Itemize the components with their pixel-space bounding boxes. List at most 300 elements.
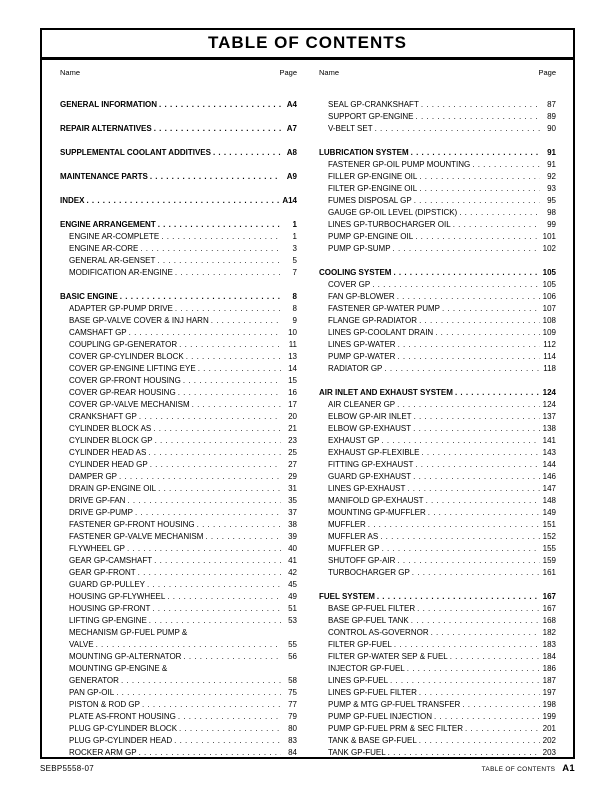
toc-entry-page: 138: [542, 424, 556, 433]
toc-entry-page: 114: [543, 352, 556, 361]
toc-entry-page: 197: [542, 688, 556, 697]
toc-entry-page: 35: [288, 496, 297, 505]
toc-entry-page: 199: [542, 712, 556, 721]
toc-entry: [60, 483, 297, 495]
toc-entry: [60, 363, 297, 375]
toc-entry-label: LINES GP-COOLANT DRAIN: [328, 328, 434, 337]
dot-leader: [397, 555, 540, 567]
toc-entry-label: V-BELT SET: [328, 124, 373, 133]
toc-entry-page: 37: [288, 508, 297, 517]
toc-entry-page: 102: [542, 244, 556, 253]
toc-entry-page: 201: [542, 724, 556, 733]
column-header-left: [60, 68, 297, 78]
dot-leader: [120, 291, 281, 303]
dot-leader: [86, 195, 280, 207]
toc-entry-label: SUPPLEMENTAL COOLANT ADDITIVES: [60, 148, 211, 157]
toc-entries-left: [60, 99, 297, 759]
toc-entry-label: FILTER GP-FUEL: [328, 640, 392, 649]
toc-entry-page: 108: [542, 316, 556, 325]
title-box: [42, 30, 573, 60]
toc-entry: [60, 471, 297, 483]
toc-entry: [319, 291, 556, 303]
dot-leader: [414, 195, 540, 207]
dot-leader: [179, 339, 281, 351]
toc-entry-page: 79: [288, 712, 297, 721]
toc-entry-label: GAUGE GP-OIL LEVEL (DIPSTICK): [328, 208, 458, 217]
toc-entry-page: 92: [547, 172, 556, 181]
dot-leader: [186, 351, 281, 363]
toc-entry-page: 143: [542, 448, 556, 457]
toc-entry: [319, 591, 556, 603]
toc-entry-page: 152: [542, 532, 556, 541]
toc-entry-page: 49: [288, 592, 297, 601]
column-header-right: [319, 68, 556, 78]
dot-leader: [153, 423, 281, 435]
toc-entry: [319, 447, 556, 459]
toc-entry-label: MOUNTING GP-ALTERNATOR: [69, 652, 182, 661]
toc-entry: [319, 747, 556, 759]
toc-entry-page: 55: [288, 640, 297, 649]
toc-entry: [60, 411, 297, 423]
toc-entry-label: HOUSING GP-FRONT: [69, 604, 151, 613]
toc-entry-page: 77: [288, 700, 297, 709]
toc-entry-label: PUMP GP-ENGINE OIL: [328, 232, 414, 241]
toc-entry: [319, 711, 556, 723]
dot-leader: [127, 495, 281, 507]
toc-entry-label: FILLER GP-ENGINE OIL: [328, 172, 418, 181]
toc-entry-page: A7: [286, 124, 297, 133]
toc-entry: [319, 435, 556, 447]
toc-entry-page: 75: [288, 688, 297, 697]
toc-entry: [319, 147, 556, 159]
dot-leader: [197, 519, 281, 531]
toc-entry: [60, 687, 297, 699]
toc-entry-label: VALVE: [69, 640, 94, 649]
dot-leader: [96, 639, 281, 651]
toc-entry-page: 155: [542, 544, 556, 553]
toc-entry: [60, 147, 297, 159]
toc-entry-label: FASTENER GP-WATER PUMP: [328, 304, 441, 313]
toc-entry-label: PAN GP-OIL: [69, 688, 115, 697]
toc-entry-page: 84: [288, 748, 297, 757]
toc-entry-label: AIR INLET AND EXHAUST SYSTEM: [319, 388, 453, 397]
toc-entry-label: PUMP GP-SUMP: [328, 244, 391, 253]
toc-entry: [60, 579, 297, 591]
toc-entry-page: 141: [542, 436, 556, 445]
dot-leader: [155, 435, 281, 447]
toc-entry-label: INJECTOR GP-FUEL: [328, 664, 405, 673]
dot-leader: [381, 435, 540, 447]
toc-entry: [60, 663, 297, 675]
toc-entry-page: 15: [288, 376, 297, 385]
dot-leader: [158, 483, 281, 495]
footer-section-label: TABLE OF CONTENTS: [481, 766, 556, 773]
dot-leader: [183, 375, 281, 387]
dot-leader: [442, 303, 540, 315]
toc-entry-label: BASE GP-FUEL FILTER: [328, 604, 416, 613]
dot-leader: [135, 507, 281, 519]
toc-entry-page: 51: [288, 604, 297, 613]
toc-entry-page: 183: [542, 640, 556, 649]
toc-entry: [319, 531, 556, 543]
dot-leader: [175, 267, 281, 279]
toc-entry: [319, 315, 556, 327]
toc-entry-page: 109: [542, 328, 556, 337]
dot-leader: [192, 399, 281, 411]
toc-entry-page: 167: [542, 604, 556, 613]
toc-entry: [319, 723, 556, 735]
column-header-page: Page: [279, 68, 297, 77]
toc-entry: [60, 435, 297, 447]
toc-entry-label: PUMP & MTG GP-FUEL TRANSFER: [328, 700, 461, 709]
toc-entry-page: 14: [288, 364, 297, 373]
toc-entry-page: 168: [542, 616, 556, 625]
toc-entry-label: ADAPTER GP-PUMP DRIVE: [69, 304, 173, 313]
toc-entry-label: MODIFICATION AR-ENGINE: [69, 268, 173, 277]
toc-entry: [60, 567, 297, 579]
toc-entry-page: 8: [292, 292, 297, 301]
dot-leader: [148, 447, 281, 459]
toc-entry-label: ENGINE ARRANGEMENT: [60, 220, 156, 229]
toc-entry-page: 21: [288, 424, 297, 433]
toc-entry: [60, 195, 297, 207]
toc-entry: [319, 699, 556, 711]
toc-entry-label: BASIC ENGINE: [60, 292, 118, 301]
toc-entry-label: CYLINDER HEAD GP: [69, 460, 148, 469]
toc-entry: [319, 303, 556, 315]
toc-spacer: [60, 159, 297, 171]
toc-entry: [60, 339, 297, 351]
toc-entry-label: LINES GP-FUEL: [328, 676, 389, 685]
toc-entry-label: SUPPORT GP-ENGINE: [328, 112, 414, 121]
toc-entry-label: GENERAL INFORMATION: [60, 100, 158, 109]
dot-leader: [462, 699, 540, 711]
page-title: TABLE OF CONTENTS: [208, 33, 407, 52]
dot-leader: [179, 723, 281, 735]
dot-leader: [435, 327, 540, 339]
toc-entry-label: LIFTING GP-ENGINE: [69, 616, 147, 625]
toc-entry: [60, 615, 297, 627]
footer-page-number: A1: [562, 763, 575, 774]
toc-entry-page: 98: [547, 208, 556, 217]
toc-entry-page: 106: [542, 292, 556, 301]
dot-leader: [154, 555, 281, 567]
toc-spacer: [60, 111, 297, 123]
toc-entry-page: 105: [542, 280, 556, 289]
dot-leader: [161, 231, 281, 243]
toc-entry-page: 95: [547, 196, 556, 205]
toc-entry: [319, 387, 556, 399]
dot-leader: [205, 531, 281, 543]
dot-leader: [142, 699, 281, 711]
toc-entry-label: FITTING GP-EXHAUST: [328, 460, 414, 469]
toc-entry-label: PUMP GP-WATER: [328, 352, 396, 361]
toc-entry-label: COUPLING GP-GENERATOR: [69, 340, 178, 349]
toc-entry: [60, 519, 297, 531]
dot-leader: [167, 591, 281, 603]
dot-leader: [407, 483, 540, 495]
toc-entry: [60, 171, 297, 183]
toc-entry: [319, 627, 556, 639]
toc-entry: [319, 483, 556, 495]
toc-entry-label: CYLINDER HEAD AS: [69, 448, 147, 457]
toc-entry: [319, 159, 556, 171]
toc-entry: [60, 603, 297, 615]
toc-entry-page: A9: [286, 172, 297, 181]
toc-entry-label: FASTENER GP-OIL PUMP MOUNTING: [328, 160, 471, 169]
toc-entry: [319, 603, 556, 615]
toc-entry-label: DRIVE GP-PUMP: [69, 508, 134, 517]
toc-entry-label: MUFFLER AS: [328, 532, 379, 541]
dot-leader: [213, 147, 281, 159]
dot-leader: [421, 447, 540, 459]
dot-leader: [178, 387, 281, 399]
toc-entry: [319, 111, 556, 123]
dot-leader: [390, 675, 540, 687]
toc-entry-label: FLANGE GP-RADIATOR: [328, 316, 418, 325]
toc-entry-page: 91: [547, 160, 556, 169]
dot-leader: [415, 459, 540, 471]
toc-entry: [319, 351, 556, 363]
toc-entry-label: TANK GP-FUEL: [328, 748, 386, 757]
toc-entry-page: 1: [292, 232, 297, 241]
toc-entry-page: 90: [547, 124, 556, 133]
toc-entry-page: 118: [543, 364, 556, 373]
toc-entry-label: MOUNTING GP-ENGINE &: [69, 664, 168, 673]
toc-entry-page: 89: [547, 112, 556, 121]
toc-entry: [319, 507, 556, 519]
toc-entry-page: 8: [292, 304, 297, 313]
dot-leader: [140, 243, 281, 255]
toc-entry-label: INDEX: [60, 196, 85, 205]
dot-leader: [150, 171, 281, 183]
dot-leader: [417, 603, 540, 615]
toc-entry-page: 23: [288, 436, 297, 445]
toc-entry: [319, 675, 556, 687]
toc-entry-page: 184: [542, 652, 556, 661]
toc-entry: [60, 675, 297, 687]
dot-leader: [421, 99, 540, 111]
toc-entry-label: TURBOCHARGER GP: [328, 568, 410, 577]
toc-entry-page: 91: [547, 148, 556, 157]
toc-entry: [319, 207, 556, 219]
toc-entry-label: MAINTENANCE PARTS: [60, 172, 148, 181]
toc-entry-page: 17: [288, 400, 297, 409]
toc-entry-label: CYLINDER BLOCK GP: [69, 436, 153, 445]
toc-column-left: [60, 64, 297, 759]
toc-entry-label: CAMSHAFT GP: [69, 328, 127, 337]
dot-leader: [121, 675, 281, 687]
toc-entry-page: 29: [288, 472, 297, 481]
toc-entry-label: ELBOW GP-EXHAUST: [328, 424, 412, 433]
toc-entry: [60, 495, 297, 507]
toc-entry: [319, 459, 556, 471]
dot-leader: [178, 711, 281, 723]
toc-entry: [60, 459, 297, 471]
dot-leader: [411, 615, 540, 627]
toc-entry: [60, 327, 297, 339]
toc-column-right: [319, 64, 556, 759]
toc-entry: [319, 663, 556, 675]
dot-leader: [465, 723, 540, 735]
toc-entry-label: LINES GP-WATER: [328, 340, 396, 349]
dot-leader: [139, 747, 281, 759]
dot-leader: [138, 567, 281, 579]
toc-entry-page: 93: [547, 184, 556, 193]
toc-entry-label: PLUG GP-CYLINDER BLOCK: [69, 724, 178, 733]
toc-entry-label: COVER GP: [328, 280, 371, 289]
toc-entry-page: 10: [288, 328, 297, 337]
dot-leader: [419, 171, 540, 183]
toc-entry-label: CRANKSHAFT GP: [69, 412, 137, 421]
toc-entry-label: FILTER GP-ENGINE OIL: [328, 184, 418, 193]
dot-leader: [419, 315, 540, 327]
toc-entry: [60, 735, 297, 747]
footer-right: [482, 763, 575, 774]
dot-leader: [419, 687, 540, 699]
toc-entry: [60, 351, 297, 363]
toc-entry-label: EXHAUST GP: [328, 436, 380, 445]
toc-entry-label: MUFFLER: [328, 520, 366, 529]
toc-entry: [60, 699, 297, 711]
toc-entry: [319, 195, 556, 207]
dot-leader: [426, 495, 540, 507]
toc-entry: [319, 651, 556, 663]
dot-leader: [459, 207, 540, 219]
dot-leader: [397, 291, 540, 303]
toc-entry: [60, 447, 297, 459]
toc-entry-page: 38: [288, 520, 297, 529]
toc-entry: [60, 255, 297, 267]
toc-entry: [60, 555, 297, 567]
toc-entry-label: DRAIN GP-ENGINE OIL: [69, 484, 157, 493]
toc-entry-label: GEAR GP-FRONT: [69, 568, 136, 577]
toc-entry-label: ENGINE AR-COMPLETE: [69, 232, 160, 241]
toc-spacer: [60, 183, 297, 195]
toc-entry-label: LINES GP-FUEL FILTER: [328, 688, 417, 697]
toc-entry: [60, 99, 297, 111]
dot-leader: [428, 507, 540, 519]
dot-leader: [119, 471, 281, 483]
dot-leader: [455, 387, 540, 399]
toc-entry-label: HOUSING GP-FLYWHEEL: [69, 592, 166, 601]
toc-entry: [60, 267, 297, 279]
dot-leader: [154, 123, 281, 135]
dot-leader: [419, 735, 540, 747]
toc-entry-label: LUBRICATION SYSTEM: [319, 148, 409, 157]
toc-entry: [60, 423, 297, 435]
dot-leader: [127, 543, 281, 555]
toc-entry-label: ELBOW GP-AIR INLET: [328, 412, 412, 421]
dot-leader: [384, 363, 540, 375]
dot-leader: [412, 567, 540, 579]
toc-entry: [319, 231, 556, 243]
toc-entry-label: EXHAUST GP-FLEXIBLE: [328, 448, 420, 457]
toc-entry: [319, 495, 556, 507]
toc-spacer: [60, 279, 297, 291]
toc-entry: [319, 267, 556, 279]
toc-entry-page: 137: [542, 412, 556, 421]
dot-leader: [394, 639, 540, 651]
toc-entry-label: FLYWHEEL GP: [69, 544, 126, 553]
dot-leader: [372, 279, 540, 291]
toc-entry: [319, 339, 556, 351]
dot-leader: [149, 615, 281, 627]
toc-entry-label: MECHANISM GP-FUEL PUMP &: [69, 628, 188, 637]
toc-entry-page: 27: [288, 460, 297, 469]
dot-leader: [416, 111, 541, 123]
toc-entry-label: CONTROL AS-GOVERNOR: [328, 628, 429, 637]
toc-entry-page: 56: [288, 652, 297, 661]
toc-entry: [60, 651, 297, 663]
dot-leader: [139, 411, 281, 423]
toc-entry-page: 182: [542, 628, 556, 637]
toc-entry: [60, 375, 297, 387]
dot-leader: [413, 471, 540, 483]
toc-entry: [319, 171, 556, 183]
toc-entry-page: 25: [288, 448, 297, 457]
toc-entry-page: 144: [542, 460, 556, 469]
toc-entry-page: 161: [542, 568, 556, 577]
dot-leader: [434, 711, 540, 723]
toc-entry: [319, 423, 556, 435]
toc-entry-label: COOLING SYSTEM: [319, 268, 392, 277]
toc-entry-page: 1: [292, 220, 297, 229]
toc-entry-label: MOUNTING GP-MUFFLER: [328, 508, 426, 517]
dot-leader: [472, 159, 540, 171]
toc-entry: [60, 507, 297, 519]
dot-leader: [450, 651, 540, 663]
toc-entry: [319, 543, 556, 555]
dot-leader: [414, 411, 540, 423]
toc-entry-page: 58: [288, 676, 297, 685]
toc-entry-label: CYLINDER BLOCK AS: [69, 424, 152, 433]
dot-leader: [397, 351, 540, 363]
toc-entry-page: 167: [542, 592, 556, 601]
toc-entry-label: DRIVE GP-FAN: [69, 496, 126, 505]
toc-entry-label: DAMPER GP: [69, 472, 118, 481]
toc-entry-label: SEAL GP-CRANKSHAFT: [328, 100, 419, 109]
dot-leader: [375, 123, 540, 135]
toc-entry-label: ROCKER ARM GP: [69, 748, 137, 757]
toc-entry: [319, 555, 556, 567]
toc-entry: [319, 219, 556, 231]
toc-entry-label: COVER GP-FRONT HOUSING: [69, 376, 181, 385]
toc-entry-label: SHUTOFF GP-AIR: [328, 556, 396, 565]
dot-leader: [407, 663, 540, 675]
dot-leader: [377, 591, 540, 603]
toc-entry: [319, 279, 556, 291]
toc-entry-label: FAN GP-BLOWER: [328, 292, 395, 301]
toc-entry: [60, 303, 297, 315]
dot-leader: [397, 399, 540, 411]
page-footer: [40, 763, 575, 774]
toc-entry: [319, 411, 556, 423]
toc-entry-page: 45: [288, 580, 297, 589]
toc-entry: [319, 99, 556, 111]
toc-entry-label: FUMES DISPOSAL GP: [328, 196, 412, 205]
toc-entry-page: A4: [286, 100, 297, 109]
toc-entry: [319, 327, 556, 339]
toc-entry-label: LINES GP-EXHAUST: [328, 484, 406, 493]
dot-leader: [157, 255, 281, 267]
dot-leader: [368, 519, 540, 531]
dot-leader: [159, 99, 281, 111]
dot-leader: [382, 543, 540, 555]
toc-entry-page: A14: [282, 196, 297, 205]
dot-leader: [411, 147, 540, 159]
toc-entry-page: 83: [288, 736, 297, 745]
